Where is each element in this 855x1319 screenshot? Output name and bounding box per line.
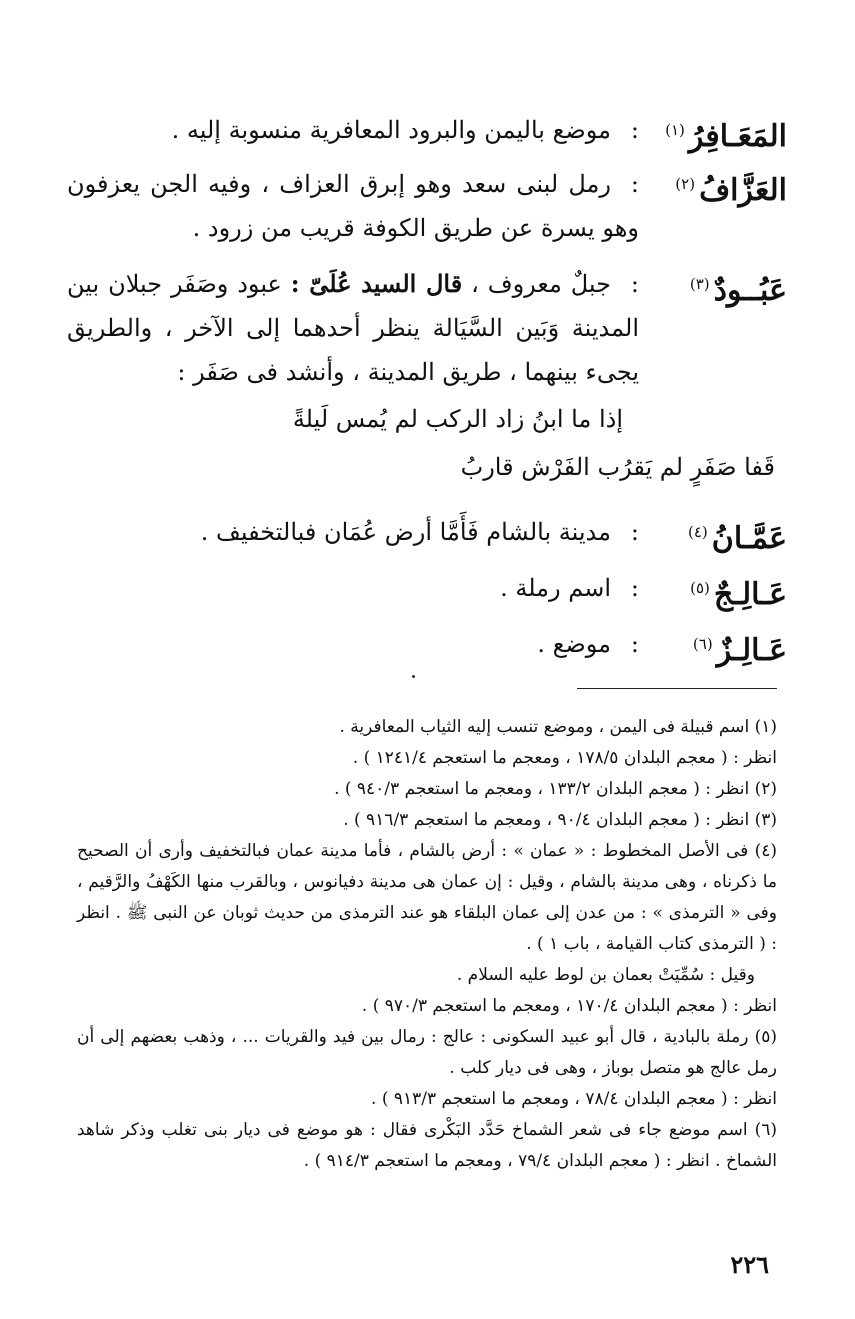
page-number: ٢٢٦ (730, 1250, 769, 1279)
poem-line-1: إذا ما ابنُ زاد الركب لم يُمس لَيلةً (292, 405, 623, 433)
headword: العَزَّافُ$^{(٢)}$ (675, 173, 787, 208)
entry-abud: عَبُــودٌ$^{(٣)}$ :جبلٌ معروف ، قال السيد عُلَىّ : عبود وصَفَر جبلان بين المدينة وَبَين السَّيَالة ينظر أحدهما إلى الآخر ، والطريق يجىء بينهما ، طريق المدينة ، وأنشد فى صَفَر : (67, 262, 787, 394)
footnote-1: (١) اسم قبيلة فى اليمن ، وموضع تنسب إليه الثياب المعافرية . (339, 717, 777, 737)
entry-text: مدينة بالشام فَأَمَّا أرض عُمَان فبالتخفيف . (200, 518, 611, 546)
entry-aliz: عَـالِـزٌ$^{(٦)}$ :موضع . (67, 622, 787, 666)
quote-attribution: قال السيد عُلَىّ : (290, 269, 463, 298)
footnote-4-alt: وقيل : سُمِّيَتْ بعمان بن لوط عليه السلام . (456, 965, 755, 985)
headword: عَـالِـجٌ$^{(٥)}$ (690, 577, 787, 612)
entry-text: اسم رملة . (500, 574, 611, 602)
entry-azzaf: العَزَّافُ$^{(٢)}$ :رمل لبنى سعد وهو إبرق العزاف ، وفيه الجن يعزفون وهو يسرة عن طريق الكوفة قريب من زرود . (67, 162, 787, 250)
headword: عَمَّـانُ$^{(٤)}$ (688, 521, 787, 556)
headword: عَـالِـزٌ$^{(٦)}$ (692, 633, 787, 668)
entry-text: رمل لبنى سعد وهو إبرق العزاف ، وفيه الجن يعزفون وهو يسرة عن طريق الكوفة قريب من زرود . (67, 170, 639, 242)
footnote-1-ref: انظر : ( معجم البلدان ١٧٨/٥ ، ومعجم ما استعجم ١٢٤١/٤ ) . (352, 748, 777, 768)
entry-text: موضع . (537, 630, 611, 658)
footnote-4-ref: انظر : ( معجم البلدان ١٧٠/٤ ، ومعجم ما استعجم ٩٧٠/٣ ) . (361, 996, 777, 1016)
entry-maafir: المَعَـافِرُ$^{(١)}$ :موضع باليمن والبرود المعافرية منسوبة إليه . (67, 108, 787, 152)
headword: المَعَـافِرُ$^{(١)}$ (665, 119, 787, 154)
entry-amman: عَمَّـانُ$^{(٤)}$ :مدينة بالشام فَأَمَّا أرض عُمَان فبالتخفيف . (67, 510, 787, 554)
entry-text: موضع باليمن والبرود المعافرية منسوبة إليه . (171, 116, 611, 144)
footnote-6: (٦) اسم موضع جاء فى شعر الشماخ حَدَّد البَكْرى فقال : هو موضع فى ديار بنى تغلب وذكر شاهد الشماخ . انظر : ( معجم البلدان ٧٩/٤ ، ومعجم ما استعجم ٩١٤/٣ ) . (77, 1120, 777, 1171)
footnote-5-ref: انظر : ( معجم البلدان ٧٨/٤ ، ومعجم ما استعجم ٩١٣/٣ ) . (371, 1089, 777, 1109)
footnote-4: (٤) فى الأصل المخطوط : « عمان » : أرض بالشام ، فأما مدينة عمان فبالتخفيف وأرى أن الصحيح ما ذكرناه ، وهى مدينة بالشام ، وقيل : إن عمان هى مدينة دفيانوس ، وبالقرب منها الكَهْفُ والرَّقيم ، وفى « الترمذى » : من عدن إلى عمان البلقاء هو عند الترمذى من حديث ثوبان عن النبى ﷺ . انظر : ( الترمذى كتاب القيامة ، باب ١ ) . (77, 841, 777, 954)
footnote-separator (577, 688, 777, 689)
footnote-3: (٣) انظر : ( معجم البلدان ٩٠/٤ ، ومعجم ما استعجم ٩١٦/٣ ) . (343, 810, 777, 830)
footnotes (77, 712, 777, 1177)
poem-line-2: قَفا صَفَرٍ لم يَقرُب الفَرْش قاربُ (460, 453, 775, 481)
footnote-2: (٢) انظر : ( معجم البلدان ١٣٣/٢ ، ومعجم ما استعجم ٩٤٠/٣ ) . (334, 779, 777, 799)
footnote-5: (٥) رملة بالبادية ، قال أبو عبيد السكونى : عالج : رمال بين فيد والقريات ... ، وذهب بعضهم إلى أن رمل عالج هو متصل بوباز ، وهى فى ديار كلب . (77, 1027, 778, 1078)
headword: عَبُــودٌ$^{(٣)}$ (689, 273, 787, 308)
entry-alij: عَـالِـجٌ$^{(٥)}$ :اسم رملة . (67, 566, 787, 610)
stray-dot (412, 675, 415, 678)
